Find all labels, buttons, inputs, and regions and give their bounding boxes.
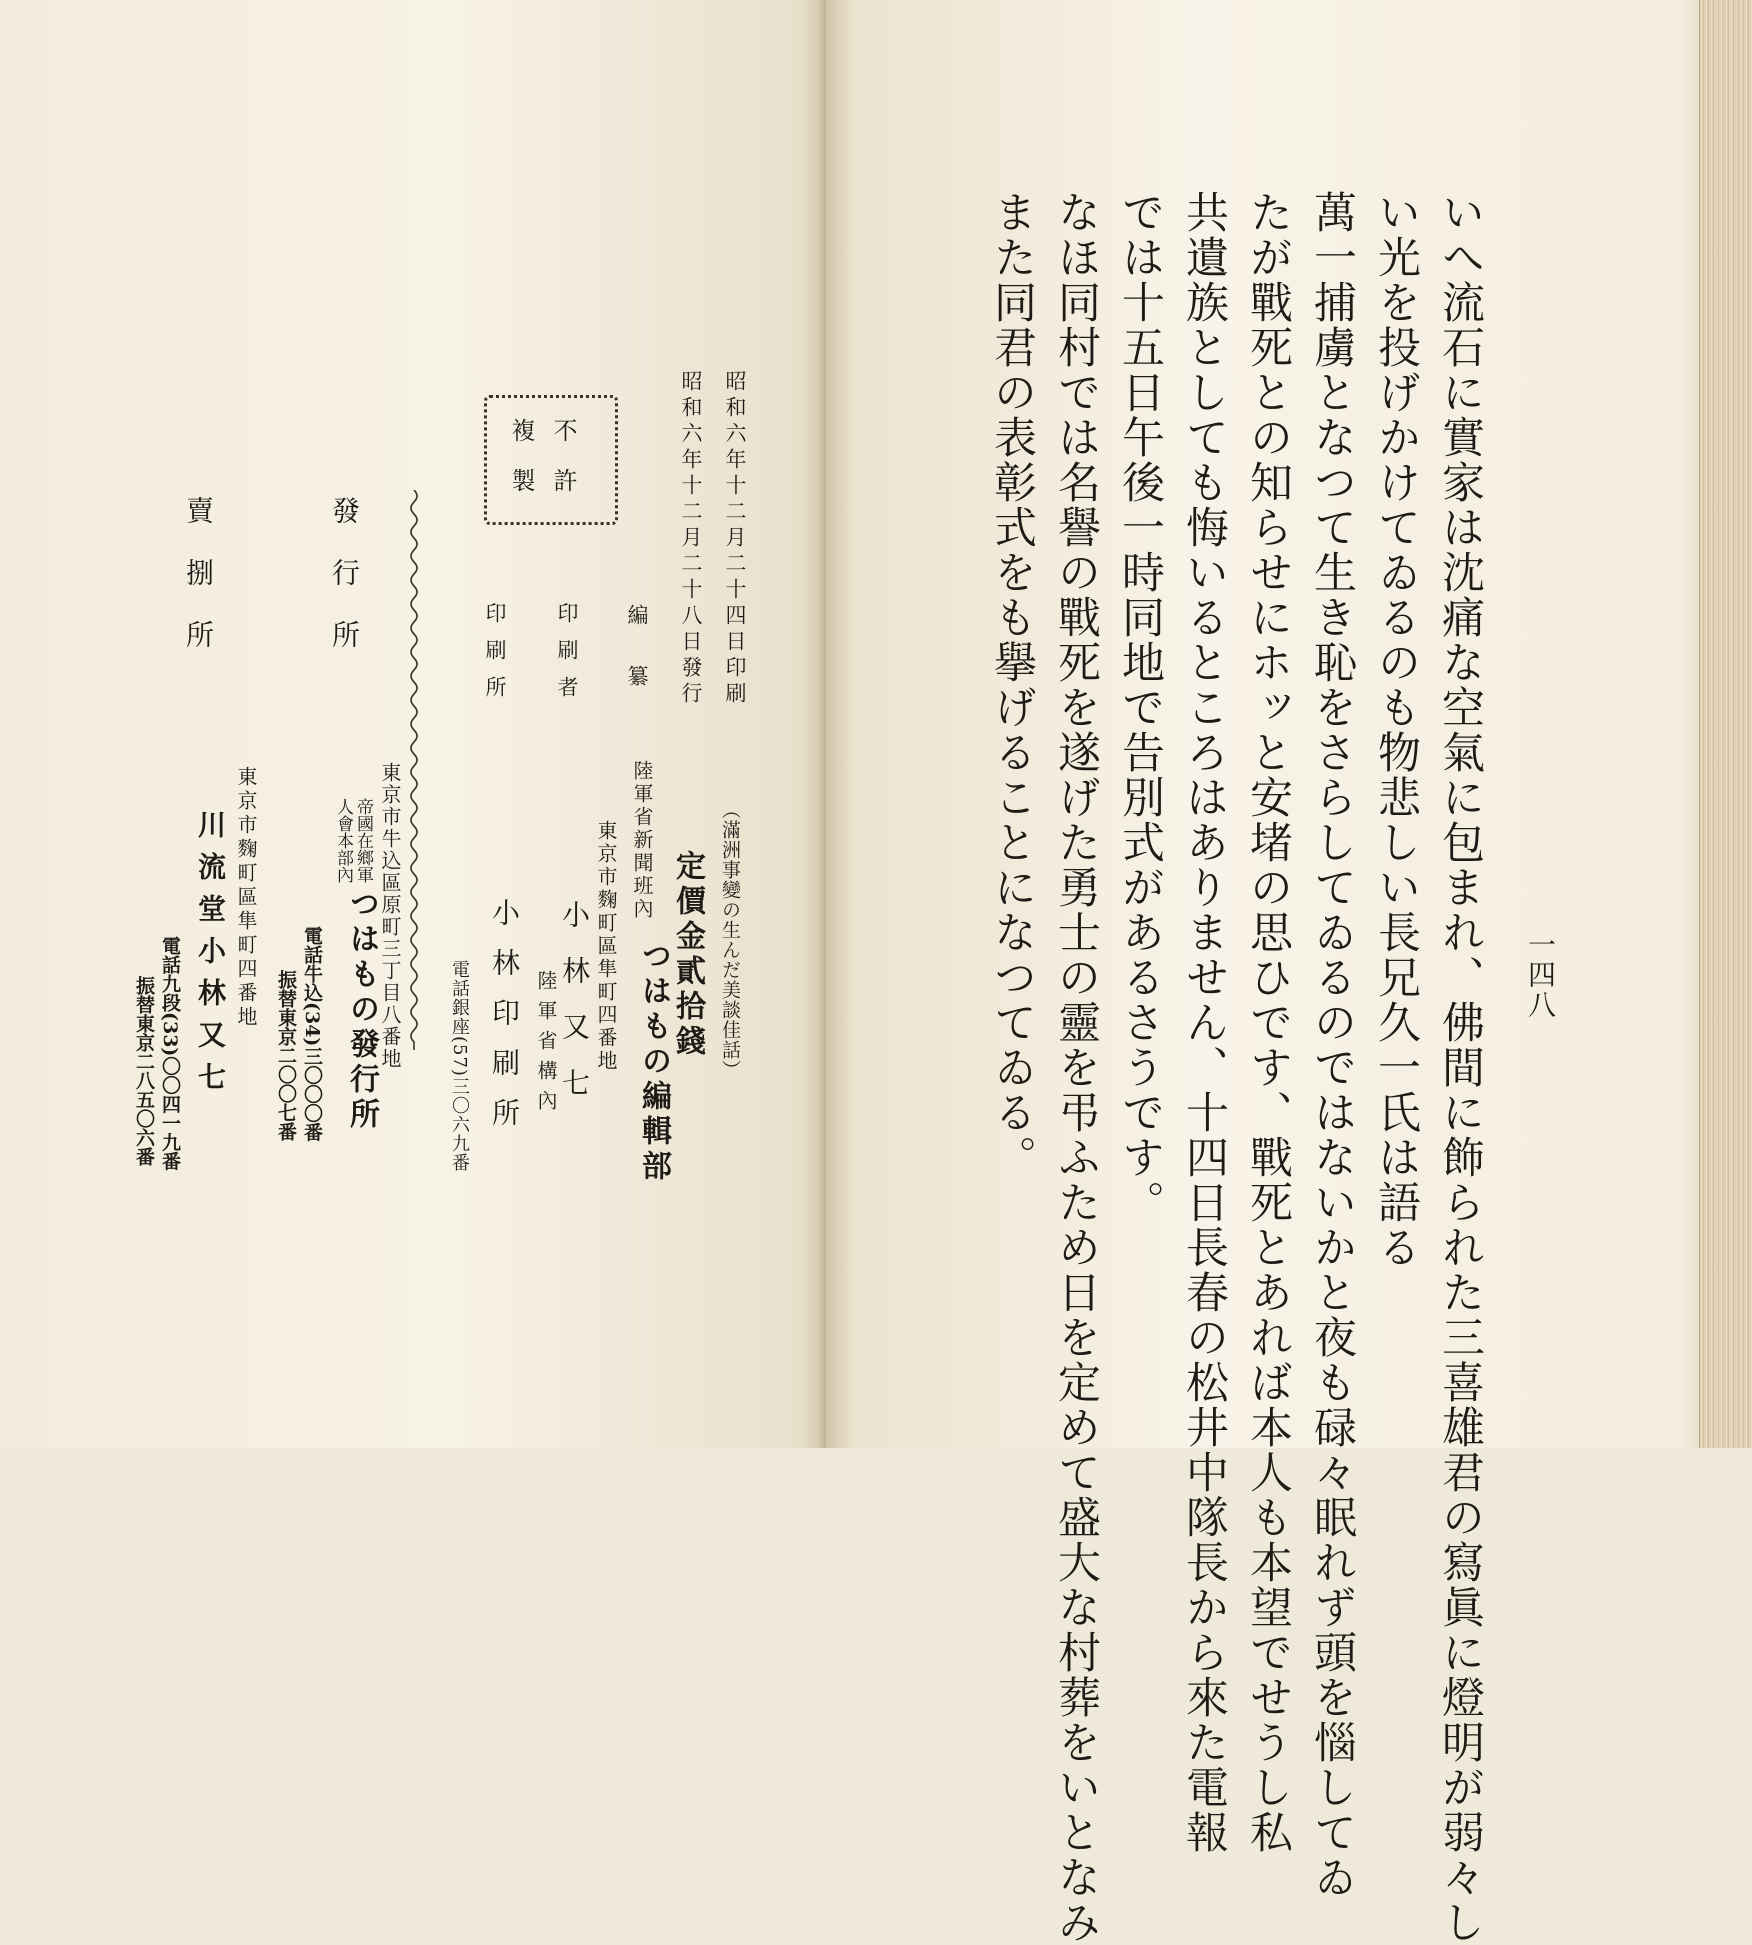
- publisher-org-line2: 人會本部內: [333, 798, 353, 883]
- text-line-6: では十五日午後一時同地で告別式があるさうです。: [1115, 190, 1165, 1225]
- print-shop-label: 印刷所: [483, 602, 507, 713]
- seller-name: 川流堂小林又七: [194, 810, 227, 1104]
- printer-address: 陸軍省構內: [534, 970, 558, 1120]
- publisher-transfer: 振替東京二〇〇七番: [275, 970, 297, 1141]
- editor-address: 東京市麴町區隼町四番地: [594, 820, 618, 1073]
- price: 定價金貳拾錢: [670, 850, 705, 1060]
- text-line-7: なほ同村では名譽の戰死を遂げた勇士の靈を弔ふため日を定めて盛大な村葬をいとなみ: [1051, 190, 1101, 1945]
- editor-org: 陸軍省新聞班內: [630, 760, 654, 921]
- reproduction-prohibited-stamp: [484, 395, 618, 525]
- text-line-8: また同君の表彰式をも擧げることになつてゐる。: [987, 190, 1037, 1180]
- divider-wavy-line: [406, 490, 422, 1050]
- publisher-address: 東京市牛込區原町三丁目八番地: [378, 762, 402, 1070]
- text-line-3: 萬一捕虜となつて生き恥をさらしてゐるのではないかと夜も碌々眠れず頭を惱してゐ: [1307, 190, 1357, 1900]
- stamp-text-col1: 不許: [549, 418, 577, 518]
- print-shop-phone: 電話銀座(57)三〇六九番: [449, 960, 470, 1172]
- page-edges: [1699, 0, 1752, 1448]
- seller-phone: 電話九段(33)〇〇四一九番: [159, 936, 181, 1171]
- publisher-org-line1: 帝國在鄉軍: [353, 798, 373, 883]
- page-number: 一四八: [1524, 930, 1557, 1020]
- editor-name: つはもの編輯部: [636, 940, 671, 1185]
- printer-name: 小林又七: [558, 900, 591, 1124]
- text-line-1: いへ流石に實家は沈痛な空氣に包まれ、佛間に飾られた三喜雄君の寫眞に燈明が弱々し: [1435, 190, 1485, 1945]
- publisher-label: 發行所: [328, 496, 361, 682]
- text-line-2: い光を投げかけてゐるのも物悲しい長兄久一氏は語る: [1371, 190, 1421, 1270]
- text-line-5: 共遺族としても悔いるところはありません、十四日長春の松井中隊長から來た電報: [1179, 190, 1229, 1855]
- print-shop-name: 小林印刷所: [488, 898, 521, 1148]
- colophon-page: [0, 0, 826, 1448]
- stamp-text-col2: 複製: [507, 418, 535, 518]
- seller-address: 東京市麴町區隼町四番地: [234, 766, 258, 1030]
- seller-transfer: 振替東京二八五〇六番: [133, 976, 155, 1166]
- body-text-page: [826, 0, 1752, 1945]
- printer-label: 印刷者: [555, 602, 579, 713]
- publish-date: 昭和六年十二月二十八日發行: [679, 370, 703, 708]
- seller-label: 賣捌所: [182, 496, 215, 682]
- book-subtitle: （滿洲事變の生んだ美談佳話）: [719, 800, 741, 1080]
- publisher-phone: 電話牛込(34)三〇〇〇番: [301, 926, 323, 1142]
- editor-label: 編纂: [625, 604, 649, 726]
- print-date: 昭和六年十二月二十四日印刷: [723, 370, 747, 708]
- publisher-name: つはもの發行所: [344, 888, 379, 1133]
- text-line-4: たが戰死との知らせにホッと安堵の思ひです、戰死とあれば本人も本望でせうし私: [1243, 190, 1293, 1855]
